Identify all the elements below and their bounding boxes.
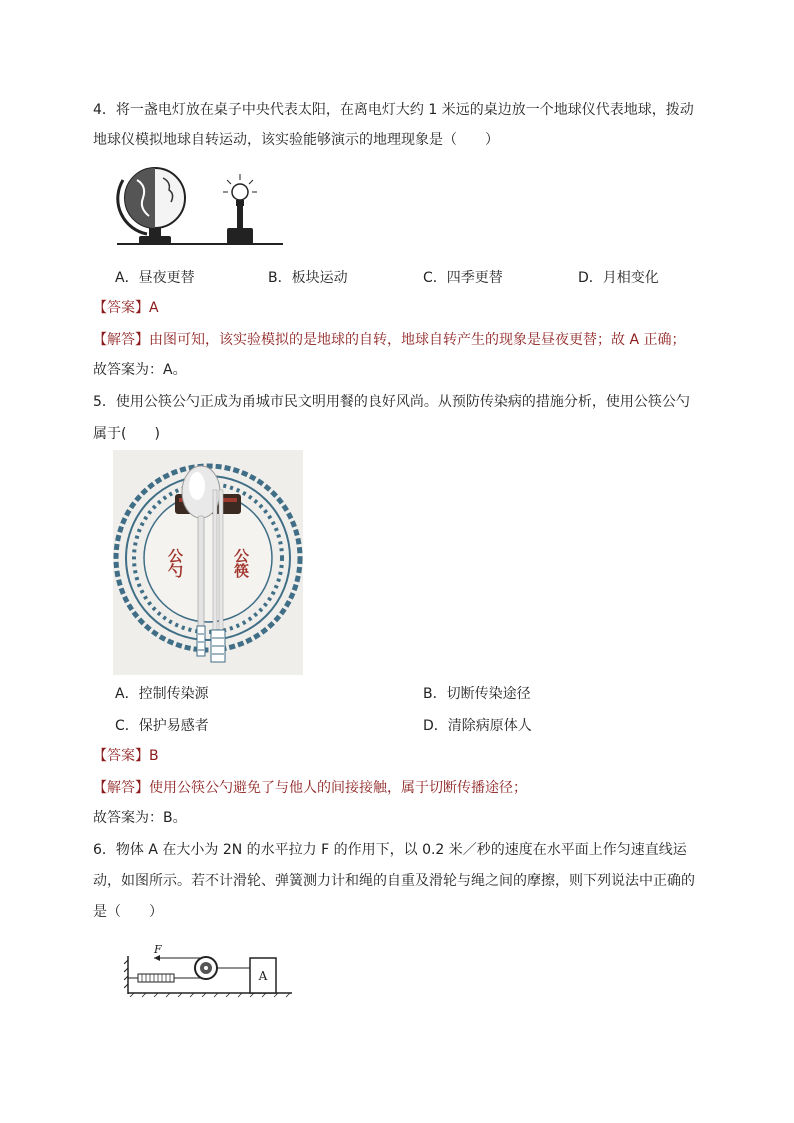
chopsticks-label: 公筷 bbox=[232, 548, 250, 578]
q5-text-line2: 属于( ) bbox=[93, 426, 160, 442]
q5-conclusion: 故答案为：B。 bbox=[93, 810, 187, 826]
q6-text-line3: 是（ ） bbox=[93, 904, 163, 920]
q4-text-line2: 地球仪模拟地球自转运动，该实验能够演示的地理现象是（ ） bbox=[93, 132, 499, 148]
q5-option-d[interactable]: D．清除病原体人 bbox=[423, 718, 532, 734]
serving-utensils-figure bbox=[113, 450, 303, 679]
globe-lamp-figure bbox=[115, 160, 285, 254]
q4-option-b[interactable]: B．板块运动 bbox=[268, 270, 348, 286]
lamp-icon bbox=[223, 174, 257, 244]
q5-text-line1: 5．使用公筷公勺正成为甬城市民文明用餐的良好风尚。从预防传染病的措施分析，使用公筷公勺 bbox=[93, 394, 690, 410]
force-label: F bbox=[154, 943, 162, 956]
q6-text-line2: 动，如图所示。若不计滑轮、弹簧测力计和绳的自重及滑轮与绳之间的摩擦，则下列说法中正确的 bbox=[93, 873, 695, 889]
q4-conclusion: 故答案为：A。 bbox=[93, 362, 187, 378]
q5-answer: 【答案】B bbox=[93, 748, 159, 764]
q5-option-c[interactable]: C．保护易感者 bbox=[115, 718, 209, 734]
q5-option-a[interactable]: A．控制传染源 bbox=[115, 686, 209, 702]
spoon-label: 公勺 bbox=[166, 548, 184, 578]
q4-option-c[interactable]: C．四季更替 bbox=[423, 270, 503, 286]
q4-answer: 【答案】A bbox=[93, 300, 159, 316]
pulley-icon bbox=[195, 957, 217, 979]
q4-analysis: 【解答】由图可知，该实验模拟的是地球的自转，地球自转产生的现象是昼夜更替；故 A 正确； bbox=[93, 332, 686, 348]
pulley-figure bbox=[124, 938, 296, 1004]
globe-icon bbox=[118, 168, 185, 244]
q5-analysis: 【解答】使用公筷公勺避免了与他人的间接接触，属于切断传播途径； bbox=[93, 780, 527, 796]
q6-text-line1: 6．物体 A 在大小为 2N 的水平拉力 F 的作用下，以 0.2 米／秒的速度在水平面上作匀速直线运 bbox=[93, 842, 687, 858]
q4-option-a[interactable]: A．昼夜更替 bbox=[115, 270, 195, 286]
q5-option-b[interactable]: B．切断传染途径 bbox=[423, 686, 531, 702]
q4-option-d[interactable]: D．月相变化 bbox=[578, 270, 659, 286]
q4-text-line1: 4．将一盏电灯放在桌子中央代表太阳，在离电灯大约 1 米远的桌边放一个地球仪代表地球，拨动 bbox=[93, 102, 694, 118]
block-label: A bbox=[258, 969, 268, 983]
